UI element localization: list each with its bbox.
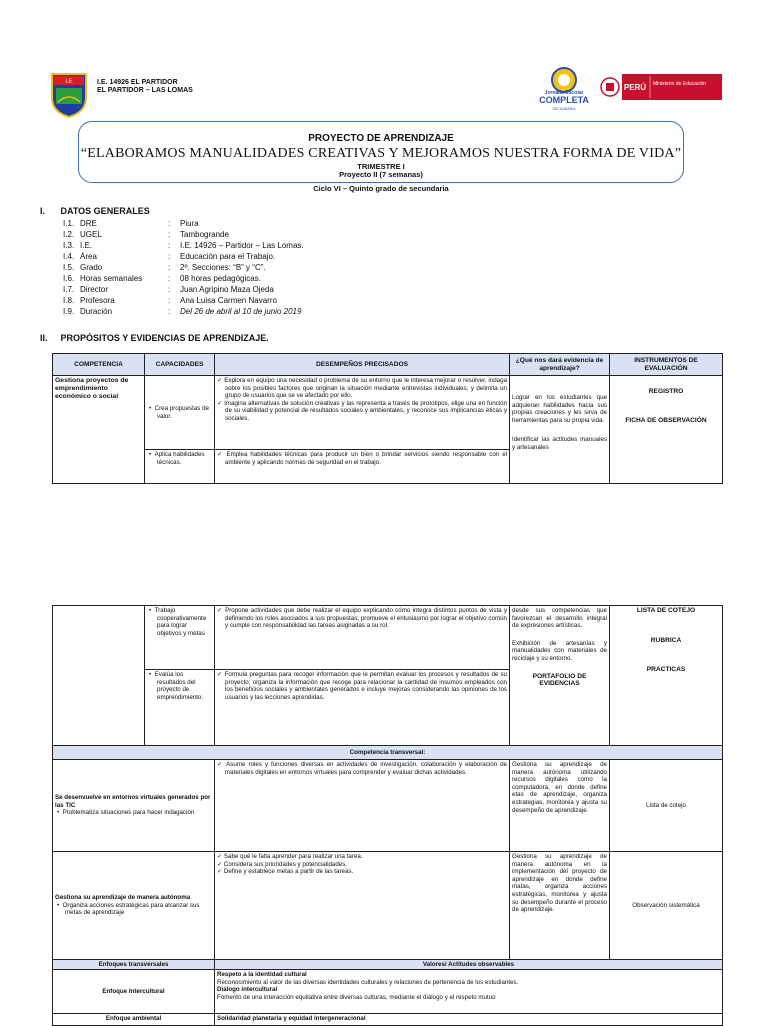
row-value: Del 26 de abril al 10 de junio 2019 [180, 307, 302, 316]
row-number: I.1. [63, 219, 75, 228]
valores-header: Valores/ Actitudes observables [215, 960, 723, 970]
desempeno-item: ✓ Propone actividades que debe realizar el equipo explicando cómo integra distintos puntos de vista y definiendo los roles asociados a sus propuestas; promueve el entusiasmo por lograr el objetivo común y cumple con responsabilidad las tareas asignadas a su rol. [217, 607, 508, 630]
section-propositos [40, 333, 269, 343]
row-label: Horas semanales [80, 274, 143, 283]
section-datos-generales [40, 206, 150, 216]
svg-text:SECUNDARIA: SECUNDARIA [552, 107, 576, 111]
row-label: I.E. [80, 241, 93, 250]
autonoma-competencia-cell [53, 852, 215, 960]
autonoma-instrumento-cell: Observación sistemática [610, 852, 723, 960]
valor-title: Solidaridad planetaria y equidad intergeneracional [215, 1014, 723, 1026]
instrumento-registro: REGISTRO [648, 388, 684, 395]
project-label: PROYECTO DE APRENDIZAJE [308, 133, 454, 144]
section-title: DATOS GENERALES [60, 206, 150, 216]
capacidad-evalua: • Evalúa los resultados del proyecto de emprendimiento. [149, 671, 204, 701]
row-number: I.5. [63, 263, 75, 272]
row-number: I.3. [63, 241, 75, 250]
school-name-line1: I.E. 14926 EL PARTIDOR [97, 79, 178, 86]
tic-desempeno-cell [215, 760, 510, 852]
valor-title: Diálogo intercultural [217, 986, 278, 994]
instrumentos-cell [610, 606, 723, 746]
col-header-desempenos: DESEMPEÑOS PRECISADOS [215, 354, 510, 376]
autonoma-desempeno-cell [215, 852, 510, 960]
school-name-line2: EL PARTIDOR – LAS LOMAS [97, 87, 193, 94]
enfoque-intercultural-valores [215, 970, 723, 1014]
general-data-row [63, 306, 301, 317]
capacidad-trabajo: • Trabajo cooperativamente para lograr objetivos y metas [149, 607, 207, 637]
tic-competencia-cell [53, 760, 215, 852]
minedu-logo [600, 70, 722, 104]
evidencia-text: Lograr en los estudiantes que adquieran habilidades hacia sus propias creaciones y les sirva de herramientas para su propia vida. [512, 394, 607, 424]
row-label: UGEL [80, 230, 102, 239]
col-header-competencia: COMPETENCIA [53, 354, 145, 376]
tic-instrumento-cell: Lista de cotejo [610, 760, 723, 852]
valor-text: Reconocimiento al valor de las diversas identidades culturales y relaciones de pertenencia de los estudiantes. [217, 978, 519, 986]
row-colon: : [168, 307, 171, 316]
competencia-cell-empty [53, 606, 145, 746]
enfoque-ambiental: Enfoque ambiental [53, 1014, 215, 1026]
general-data-row [63, 218, 199, 229]
general-data-row [63, 229, 229, 240]
valor-text: Fomento de una interacción equitativa entre diversas culturas, mediante el diálogo y el respeto mutuo [217, 993, 496, 1001]
transversal-header: Competencia transversal: [53, 746, 723, 760]
row-value: 2º. Secciones: “B” y “C”. [180, 263, 266, 272]
desempeno-item: ✓ Sabe qué le falta aprender para realizar una tarea. [217, 853, 363, 860]
evidencia-text: desde sus competencias que favorezcan el desarrollo integral de expresiones artísticas. [512, 607, 607, 630]
row-label: Área [80, 252, 97, 261]
svg-text:Ministerio de Educación: Ministerio de Educación [653, 81, 707, 87]
enfoque-intercultural: Enfoque Intercultural [53, 970, 215, 1014]
row-label: Profesora [80, 296, 115, 305]
proyecto-label: Proyecto II (7 semanas) [339, 170, 423, 179]
instrumento-practicas: PRACTICAS [646, 666, 686, 674]
row-number: I.9. [63, 307, 75, 316]
section-number: I. [40, 206, 46, 216]
row-label: Director [80, 285, 109, 294]
svg-text:PERÚ: PERÚ [623, 83, 647, 92]
instrumentos-cell [610, 376, 723, 484]
row-value: Ana Luisa Carmen Navarro [180, 296, 277, 305]
desempeno-item: ✓ Asume roles y funciones diversas en actividades de investigación, colaboración y elaboración de materiales digitales en entornos virtuales para comprender y evaluar dichas actividades. [217, 761, 507, 776]
desempeno-item: ✓ Formula preguntas para recoger información que le permitan evaluar los procesos y resultados de su proyecto; organiza la información que recoge para relacionar la cantidad de insumos empleados con los beneficios sociales y ambientales generados e incluye mejoras considerando las opiniones de los usuarios y las lecciones aprendidas. [217, 671, 507, 701]
tic-title: Se desenvuelve en entornos virtuales generados por las TIC [55, 794, 211, 809]
row-number: I.7. [63, 285, 75, 294]
general-data-row [63, 251, 275, 262]
row-number: I.8. [63, 296, 75, 305]
row-value: I.E. 14926 – Partidor – Las Lomas. [180, 241, 304, 250]
desempeno-item: ✓ Define y establece metas a partir de las tareas. [217, 868, 354, 876]
row-colon: : [168, 241, 171, 250]
capacidad-aplica: • Aplica habilidades técnicas. [149, 451, 205, 466]
row-colon: : [168, 230, 171, 239]
row-colon: : [168, 263, 171, 272]
row-colon: : [168, 296, 171, 305]
row-colon: : [168, 252, 171, 261]
capacidad-cell [145, 450, 215, 484]
row-label: DRE [80, 219, 97, 228]
instrumento-lista-cotejo: LISTA DE COTEJO [636, 607, 696, 614]
capacidad-cell [145, 670, 215, 746]
row-value: Juan Agripino Maza Ojeda [180, 285, 274, 294]
school-crest-logo [50, 72, 88, 118]
desempeno-cell [215, 450, 510, 484]
desempeno-item: ✓ Explora en equipo una necesidad o problema de su entorno que le interesa mejorar o resolver, indaga sobre los posibles factores que originan la situación mediante entrevistas individuales, y delimita un grupo de usuarios que se ve afectado por ello. [217, 377, 508, 400]
row-colon: : [168, 219, 171, 228]
evidencia-cell [510, 376, 610, 484]
capacidad-crea: • Crea propuestas de valor. [149, 404, 209, 420]
section-title: PROPÓSITOS Y EVIDENCIAS DE APRENDIZAJE. [60, 333, 269, 343]
row-value: Piura [180, 219, 199, 228]
trimestre-label: TRIMESTRE I [357, 162, 405, 171]
row-value: Tambogrande [180, 230, 229, 239]
svg-text:COMPLETA: COMPLETA [539, 95, 589, 105]
school-name [97, 79, 193, 95]
row-colon: : [168, 285, 171, 294]
svg-text:Jornada Escolar: Jornada Escolar [544, 90, 584, 96]
desempeno-item: ✓ Imagina alternativas de solución creativas y las representa a través de prototipos, elige una en función de su viabilidad y potencial de resultados sociales y ambientales, y reconoce sus implicancias éticas y sociales. [217, 399, 508, 422]
row-label: Grado [80, 263, 103, 272]
enfoques-header: Enfoques transversales [53, 960, 215, 970]
col-header-evidencia: ¿Qué nos dará evidencia de aprendizaje? [510, 354, 610, 376]
purposes-table-part2 [52, 605, 723, 1026]
row-number: I.6. [63, 274, 75, 283]
svg-text:I.E: I.E [65, 79, 73, 85]
desempeno-cell [215, 606, 510, 670]
col-header-capacidades: CAPACIDADES [145, 354, 215, 376]
ciclo-label: Ciclo VI – Quinto grado de secundaria [313, 184, 449, 193]
desempeno-cell [215, 376, 510, 450]
desempeno-cell [215, 670, 510, 746]
general-data-row [63, 262, 266, 273]
tic-evidencia-cell: Gestiona su aprendizaje de manera autónoma utilizando recursos digitales como la computadora, en donde define etas de aprendizaje, organiza estrategias, monitorea y ajusta su desempeño de aprendizaje. [510, 760, 610, 852]
desempeno-item: ✓ Emplea habilidades técnicas para producir un bien o brindar servicios siendo responsable con el ambiente y aplicando normas de seguridad en el trabajo. [217, 451, 508, 466]
general-data-row [63, 295, 277, 306]
row-label: Duración [80, 307, 113, 316]
autonoma-title: Gestiona su aprendizaje de manera autónoma [55, 894, 191, 902]
general-data-row [63, 240, 304, 251]
instrumento-ficha: FICHA DE OBSERVACIÓN [625, 416, 707, 424]
row-value: Educación para el Trabajo. [180, 252, 276, 261]
row-value: 08 horas pedagógicas. [180, 274, 261, 283]
capacidad-cell [145, 376, 215, 450]
section-number: II. [40, 333, 48, 343]
valor-title: Respeto a la identidad cultural [217, 971, 307, 978]
jec-logo [534, 64, 594, 114]
evidencia-cell [510, 606, 610, 746]
col-header-instrumentos: INSTRUMENTOS DE EVALUACIÓN [610, 354, 723, 376]
project-title: “ELABORAMOS MANUALIDADES CREATIVAS Y MEJORAMOS NUESTRA FORMA DE VIDA” [80, 146, 682, 161]
evidencia-text: Identificar las actitudes manuales y artesanales [512, 436, 607, 451]
row-number: I.2. [63, 230, 75, 239]
purposes-table-part1 [52, 353, 723, 484]
row-number: I.4. [63, 252, 75, 261]
evidencia-text: Exhibición de artesanías y manualidades con materiales de reciclaje y su entorno. [512, 639, 607, 662]
evidencia-portafolio: PORTAFOLIO DE EVIDENCIAS [532, 672, 587, 688]
row-colon: : [168, 274, 171, 283]
capacidad-cell [145, 606, 215, 670]
autonoma-evidencia-cell: Gestiona su aprendizaje de manera autónoma en la implementación del proyecto de aprendizaje en donde define matas, organiza acciones estratégicas, monitorea y ajusta su desempeño durante el proceso de aprendizaje. [510, 852, 610, 960]
autonoma-capacidad: • Organiza acciones estratégicas para alcanzar sus metas de aprendizaje [57, 901, 200, 917]
desempeno-item: ✓ Considera sus prioridades y potencialidades. [217, 860, 348, 868]
competencia-cell: Gestiona proyectos de emprendimiento económico o social [53, 376, 145, 484]
instrumento-rubrica: RUBRICA [650, 636, 682, 644]
general-data-row [63, 284, 274, 295]
general-data-row [63, 273, 261, 284]
tic-capacidad: • Problematiza situaciones para hacer indagación [57, 809, 195, 817]
